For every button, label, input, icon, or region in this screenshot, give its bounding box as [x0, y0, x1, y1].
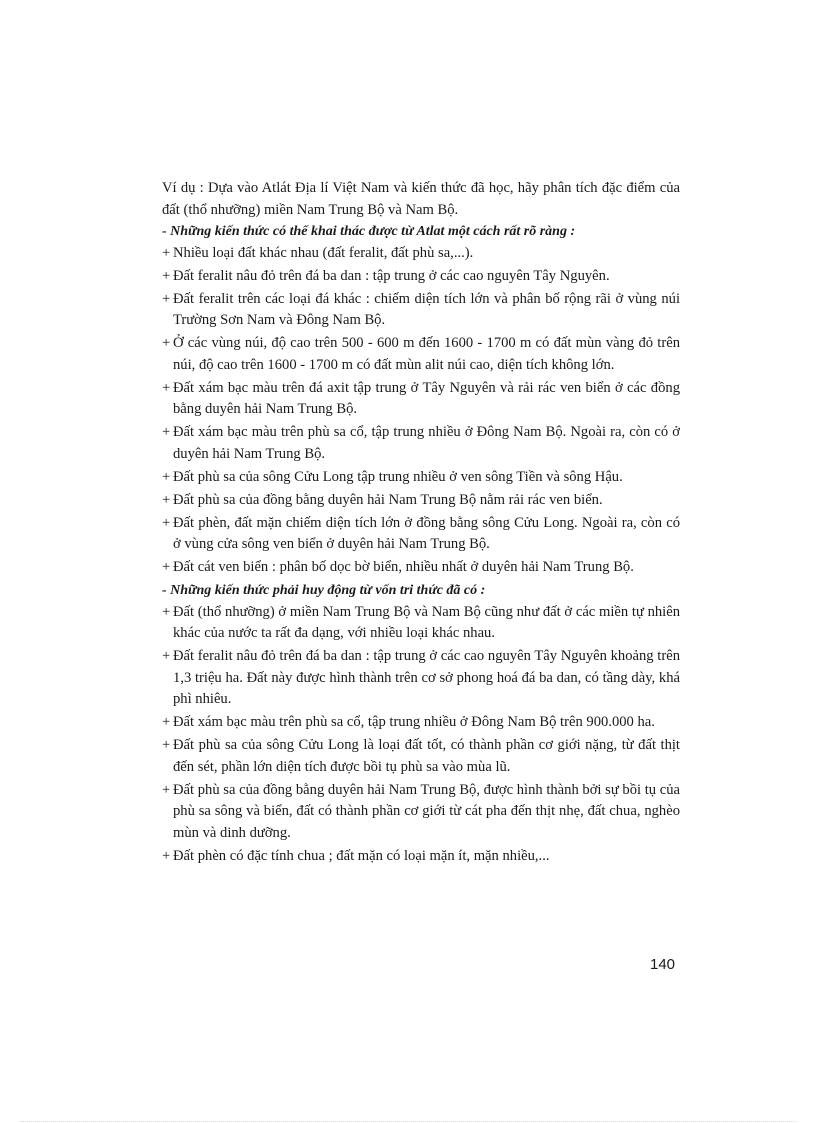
list-item: + Ở các vùng núi, độ cao trên 500 - 600 m đến 1600 - 1700 m có đất mùn vàng đỏ trên núi, độ cao trên 1600 - 1700 m có đất mùn alit núi cao, diện tích không lớn.	[162, 335, 680, 373]
plus-bullet: +	[162, 290, 171, 307]
plus-bullet: +	[162, 244, 171, 261]
page-content	[162, 178, 680, 869]
list-item: + Đất xám bạc màu trên phù sa cổ, tập trung nhiều ở Đông Nam Bộ. Ngoài ra, còn có ở duyên hải Nam Trung Bộ.	[162, 424, 680, 462]
list-item: + Đất (thổ nhưỡng) ở miền Nam Trung Bộ và Nam Bộ cũng như đất ở các miền tự nhiên khác của nước ta rất đa dạng, với nhiều loại khác nhau.	[162, 603, 680, 641]
list-item: + Đất xám bạc màu trên đá axit tập trung ở Tây Nguyên và rải rác ven biển ở các đồng bằng duyên hải Nam Trung Bộ.	[162, 379, 680, 417]
section-1-heading: - Những kiến thức có thể khai thác được từ Atlat một cách rất rõ ràng :	[162, 224, 576, 239]
plus-bullet: +	[162, 267, 171, 284]
plus-bullet: +	[162, 491, 171, 508]
bottom-divider	[20, 1121, 796, 1122]
plus-bullet: +	[162, 468, 171, 485]
section-2-heading: - Những kiến thức phải huy động từ vốn tri thức đã có :	[162, 583, 486, 598]
section-2-list	[162, 602, 680, 868]
list-item: + Đất cát ven biển : phân bố dọc bờ biển, nhiều nhất ở duyên hải Nam Trung Bộ.	[162, 557, 680, 579]
plus-bullet: +	[162, 424, 171, 440]
plus-bullet: +	[162, 379, 171, 396]
section-1-list	[162, 243, 680, 579]
plus-bullet: +	[162, 335, 171, 351]
list-item: + Đất feralit nâu đỏ trên đá ba dan : tập trung ở các cao nguyên Tây Nguyên khoảng trên 1,3 triệu ha. Đất này được hình thành trên cơ sở phong hoá đá ba dan, có tầng dày, khá phì nhiêu.	[162, 648, 680, 707]
plus-bullet: +	[162, 603, 171, 620]
list-item: + Đất phù sa của đồng bằng duyên hải Nam Trung Bộ, được hình thành bởi sự bồi tụ của phù sa sông và biển, đất có thành phần cơ giới từ cát pha đến thịt nhẹ, đất chua, nghèo mùn và dinh dưỡng.	[162, 781, 680, 841]
plus-bullet: +	[162, 559, 171, 575]
plus-bullet: +	[162, 714, 171, 730]
list-item: + Đất feralit trên các loại đá khác : chiếm diện tích lớn và phân bố rộng rãi ở vùng núi Trường Sơn Nam và Đông Nam Bộ.	[162, 290, 680, 328]
list-item: + Đất phù sa của sông Cửu Long tập trung nhiều ở ven sông Tiền và sông Hậu.	[162, 467, 680, 489]
list-item: + Đất phù sa của sông Cửu Long là loại đất tốt, có thành phần cơ giới nặng, từ đất thịt đến sét, phần lớn diện tích được bồi tụ phù sa vào mùa lũ.	[162, 737, 680, 775]
page-number: 140	[650, 956, 676, 973]
intro-paragraph: Ví dụ : Dựa vào Atlát Địa lí Việt Nam và kiến thức đã học, hãy phân tích đặc điểm của đất (thổ nhưỡng) miền Nam Trung Bộ và Nam Bộ.	[162, 180, 680, 218]
plus-bullet: +	[162, 648, 171, 664]
plus-bullet: +	[162, 847, 171, 864]
list-item: + Đất phèn có đặc tính chua ; đất mặn có loại mặn ít, mặn nhiều,...	[162, 846, 680, 868]
list-item: + Đất feralit nâu đỏ trên đá ba dan : tập trung ở các cao nguyên Tây Nguyên.	[162, 266, 680, 288]
list-item: + Đất phù sa của đồng bằng duyên hải Nam Trung Bộ nằm rải rác ven biển.	[162, 490, 680, 512]
plus-bullet: +	[162, 781, 171, 798]
plus-bullet: +	[162, 514, 171, 531]
list-item: + Đất phèn, đất mặn chiếm diện tích lớn ở đồng bằng sông Cửu Long. Ngoài ra, còn có ở vùng cửa sông ven biển ở duyên hải Nam Trung Bộ.	[162, 514, 680, 552]
plus-bullet: +	[162, 737, 171, 753]
list-item: + Đất xám bạc màu trên phù sa cổ, tập trung nhiều ở Đông Nam Bộ trên 900.000 ha.	[162, 712, 680, 734]
list-item: + Nhiều loại đất khác nhau (đất feralit, đất phù sa,...).	[162, 243, 680, 265]
